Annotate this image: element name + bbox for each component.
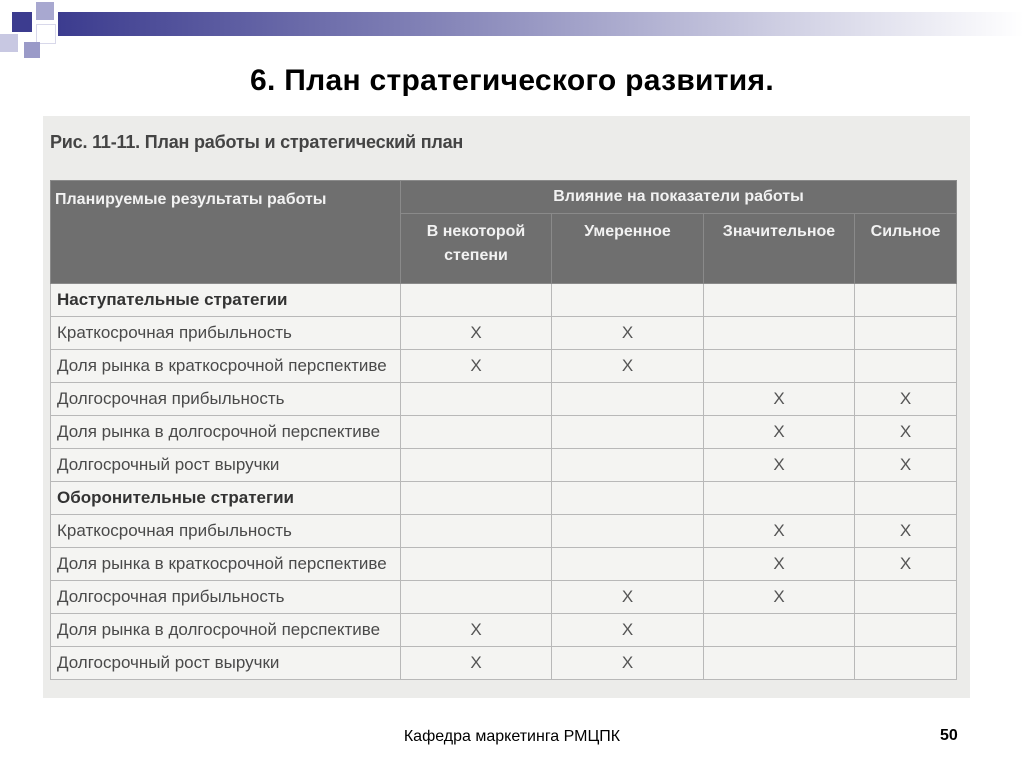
- impact-mark: [704, 350, 855, 383]
- impact-mark: X: [552, 647, 704, 680]
- impact-mark: X: [855, 416, 957, 449]
- row-label: Краткосрочная прибыльность: [51, 317, 401, 350]
- impact-mark: X: [401, 647, 552, 680]
- header-impact-group: Влияние на показатели работы: [401, 181, 957, 214]
- impact-mark: [704, 317, 855, 350]
- impact-mark: X: [704, 383, 855, 416]
- table-row: [51, 515, 957, 548]
- impact-mark: [855, 284, 957, 317]
- impact-mark: [855, 350, 957, 383]
- table-row: [51, 416, 957, 449]
- section-label: Оборонительные стратегии: [51, 482, 401, 515]
- row-label: Доля рынка в краткосрочной перспективе: [51, 350, 401, 383]
- impact-mark: [401, 416, 552, 449]
- section-row: [51, 284, 957, 317]
- slide-title: 6. План стратегического развития.: [250, 64, 774, 97]
- impact-mark: X: [855, 383, 957, 416]
- deco-square: [36, 24, 56, 44]
- table-row: [51, 449, 957, 482]
- slide-footer: Кафедра маркетинга РМЦПК: [403, 728, 621, 745]
- impact-mark: [401, 515, 552, 548]
- table-row: [51, 614, 957, 647]
- impact-mark: [855, 581, 957, 614]
- impact-mark: X: [552, 614, 704, 647]
- row-label: Долгосрочная прибыльность: [51, 581, 401, 614]
- impact-mark: X: [855, 449, 957, 482]
- row-label: Долгосрочный рост выручки: [51, 449, 401, 482]
- header-column: В некоторой степени: [401, 213, 552, 283]
- impact-mark: [552, 449, 704, 482]
- impact-mark: [704, 482, 855, 515]
- section-label: Наступательные стратегии: [51, 284, 401, 317]
- impact-mark: [401, 548, 552, 581]
- impact-mark: [401, 383, 552, 416]
- section-row: [51, 482, 957, 515]
- impact-mark: [855, 482, 957, 515]
- impact-mark: X: [855, 548, 957, 581]
- table-row: [51, 548, 957, 581]
- impact-mark: X: [704, 449, 855, 482]
- row-label: Доля рынка в долгосрочной перспективе: [51, 614, 401, 647]
- impact-mark: X: [704, 581, 855, 614]
- impact-mark: X: [704, 548, 855, 581]
- impact-mark: [552, 383, 704, 416]
- table-row: [51, 581, 957, 614]
- figure-caption: Рис. 11-11. План работы и стратегический план: [50, 132, 464, 152]
- table-row: [51, 350, 957, 383]
- deco-square: [12, 12, 32, 32]
- impact-mark: [552, 548, 704, 581]
- impact-mark: [855, 614, 957, 647]
- impact-mark: [704, 647, 855, 680]
- impact-mark: [552, 416, 704, 449]
- header-column: Сильное: [855, 213, 957, 283]
- impact-mark: [401, 449, 552, 482]
- deco-square: [0, 34, 18, 52]
- impact-mark: [704, 284, 855, 317]
- row-label: Долгосрочный рост выручки: [51, 647, 401, 680]
- impact-mark: [552, 515, 704, 548]
- header-planned-results: Планируемые результаты работы: [51, 181, 401, 284]
- row-label: Доля рынка в долгосрочной перспективе: [51, 416, 401, 449]
- header-gradient-bar: [58, 12, 1024, 36]
- row-label: Долгосрочная прибыльность: [51, 383, 401, 416]
- impact-mark: X: [552, 317, 704, 350]
- row-label: Доля рынка в краткосрочной перспективе: [51, 548, 401, 581]
- impact-mark: X: [401, 614, 552, 647]
- impact-mark: X: [704, 515, 855, 548]
- header-column: Значительное: [704, 213, 855, 283]
- impact-mark: [552, 482, 704, 515]
- impact-mark: X: [552, 350, 704, 383]
- impact-mark: [855, 647, 957, 680]
- table-row: [51, 317, 957, 350]
- header-column: Умеренное: [552, 213, 704, 283]
- impact-mark: X: [401, 317, 552, 350]
- impact-mark: X: [401, 350, 552, 383]
- impact-mark: [552, 284, 704, 317]
- page-number: 50: [940, 727, 958, 744]
- slide-decoration: [0, 0, 1024, 60]
- table-row: [51, 647, 957, 680]
- impact-mark: [704, 614, 855, 647]
- impact-mark: [401, 284, 552, 317]
- table-body: [51, 284, 957, 680]
- impact-mark: X: [855, 515, 957, 548]
- strategy-table: [50, 180, 957, 680]
- deco-square: [24, 42, 40, 58]
- table-row: [51, 383, 957, 416]
- impact-mark: [401, 581, 552, 614]
- impact-mark: [855, 317, 957, 350]
- deco-square: [36, 2, 54, 20]
- impact-mark: [401, 482, 552, 515]
- impact-mark: X: [552, 581, 704, 614]
- impact-mark: X: [704, 416, 855, 449]
- row-label: Краткосрочная прибыльность: [51, 515, 401, 548]
